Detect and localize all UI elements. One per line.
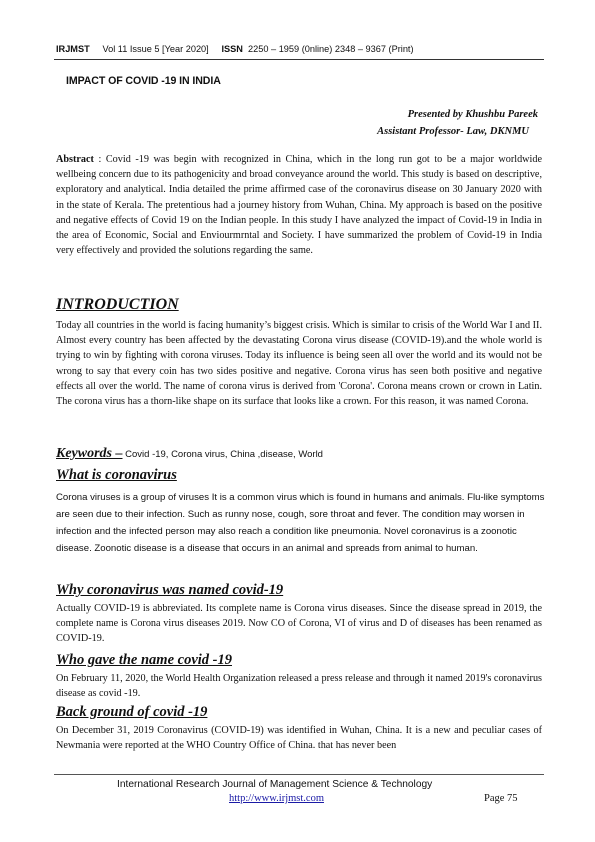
footer-journal-name: International Research Journal of Management Science & Technology xyxy=(117,779,433,790)
volume-issue: Vol 11 Issue 5 [Year 2020] xyxy=(102,44,209,54)
presenter-line: Presented by Khushbu Pareek xyxy=(407,109,538,120)
running-header xyxy=(56,44,546,54)
background-heading: Back ground of covid -19 xyxy=(56,704,208,720)
issn-text: 2250 – 1959 (0nline) 2348 – 9367 (Print) xyxy=(248,44,414,54)
abstract-paragraph xyxy=(56,152,542,258)
keywords-label: Keywords – xyxy=(56,446,123,461)
page-number: Page 75 xyxy=(484,793,518,804)
issn-label: ISSN xyxy=(221,44,243,54)
keywords-text: Covid -19, Corona virus, China ,disease, World xyxy=(122,449,323,460)
what-is-heading: What is coronavirus xyxy=(56,467,177,483)
keywords-line xyxy=(56,446,323,462)
introduction-heading: INTRODUCTION xyxy=(56,296,179,313)
background-paragraph: On December 31, 2019 Coronavirus (COVID-19) was identified in Wuhan, China. It is a new and peculiar cases of Newmania were reported at the WHO Country Office of China. that has never been xyxy=(56,725,542,752)
abstract-label: Abstract xyxy=(56,154,94,165)
footer-rule xyxy=(54,774,544,775)
why-named-heading: Why coronavirus was named covid-19 xyxy=(56,582,284,598)
what-is-paragraph: Corona viruses is a group of viruses It is a common virus which is found in humans and animals. Flu-like symptoms are seen due to their infection. Such as runny nose, cough, sore throat and fever. The condition may worsen in infection and the infected person may also reach a condition like pneumonia. Novel coronavirus is a zoonotic disease. Zoonotic disease is a disease that occurs in an animal and spreads from animal to human. xyxy=(56,492,545,554)
journal-website-link[interactable]: http://www.irjmst.com xyxy=(229,793,324,804)
who-gave-paragraph: On February 11, 2020, the World Health Organization released a press release and through it named 2019's coronavirus disease as covid -19. xyxy=(56,673,543,700)
journal-abbr: IRJMST xyxy=(56,44,90,54)
header-rule xyxy=(54,59,544,60)
why-named-paragraph: Actually COVID-19 is abbreviated. Its complete name is Corona virus diseases. Since the disease spread in 2019, the complete name is Corona virus diseases 2019. Now CO of Corona, VI of virus and D of diseases has been renamed as COVID-19. xyxy=(56,603,542,645)
who-gave-heading: Who gave the name covid -19 xyxy=(56,652,232,668)
affiliation-line: Assistant Professor- Law, DKNMU xyxy=(377,126,529,137)
paper-title: IMPACT OF COVID -19 IN INDIA xyxy=(66,75,221,87)
introduction-paragraph: Today all countries in the world is facing humanity’s biggest crisis. Which is similar to crisis of the World War I and II. Almost every country has been affected by the devastating Corona virus disease (COVID-19).and the whole world is trying to win by fighting with corona viruses. Today its influence is being seen all over the world and its would not be wrong to say that every coin has two sides positive and negative. Corona virus has seen both positive and negative effects all over the world. The name of corona virus is derived from 'Corona'. Corona means crown or crown in Latin. The corona virus has a thorn-like shape on its surface that looks like a crown. For this reason, it was named Corona. xyxy=(56,320,542,408)
abstract-text: : Covid -19 was begin with recognized in China, which in the long run got to be a major worldwide wellbeing concern due to its pathogenicity and broad conveyance around the world. This study is based on descriptive, exploratory and analytical. India detailed the prime affirmed case of the coronavirus disease on 30 January 2020 with in the state of Kerala. The pretentious had a journey history from Wuhan, China. My approach is based on the positive and negative effects of Covid 19 on the Indian people. In this study I have analyzed the impact of Covid-19 in India in the area of Economic, Social and Enviourmrntal and Society. I have summarized the problem of Covid-19 in India very effectively and provided the solutions regarding the same. xyxy=(56,154,542,257)
